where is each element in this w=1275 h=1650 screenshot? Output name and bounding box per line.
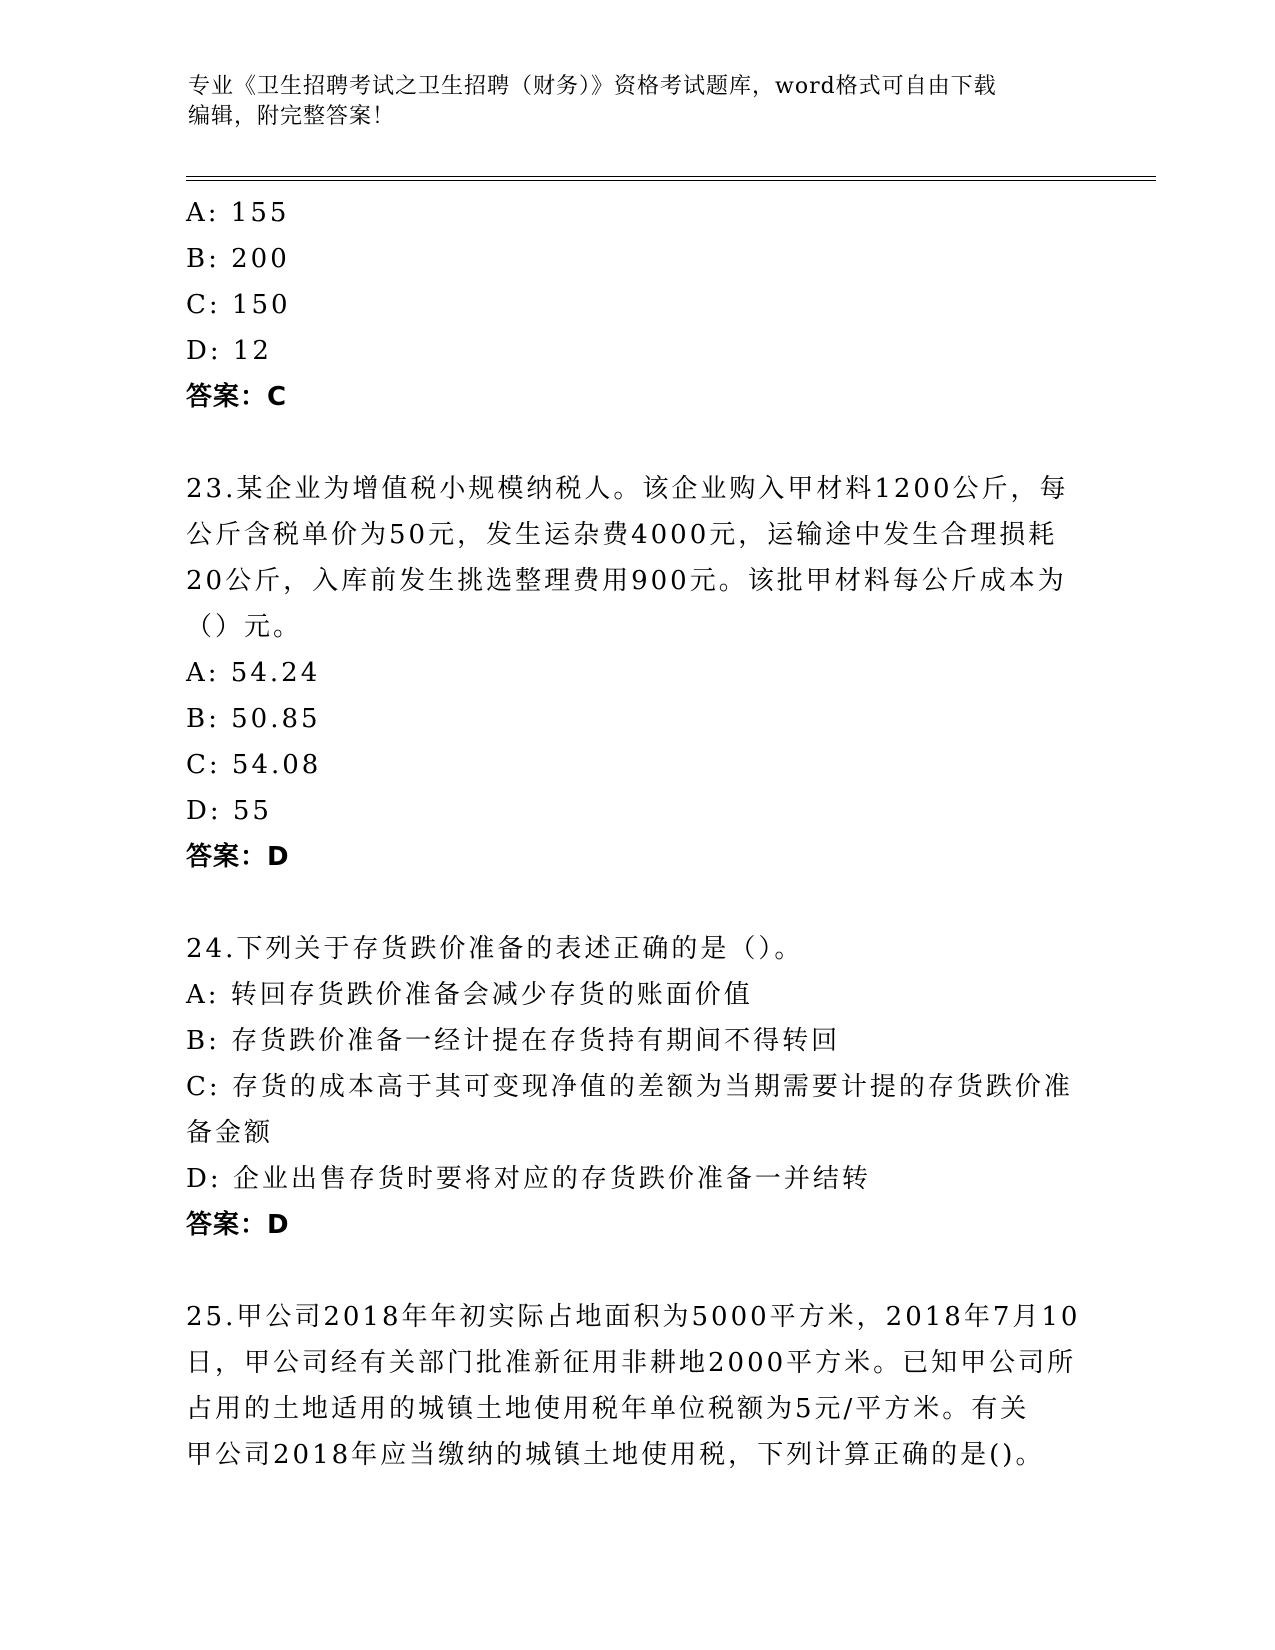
question-stem-line: 23.某企业为增值税小规模纳税人。该企业购入甲材料1200公斤，每 <box>186 474 1069 504</box>
question-25 <box>186 1294 1086 1478</box>
question-stem-line: 日，甲公司经有关部门批准新征用非耕地2000平方米。已知甲公司所 <box>186 1348 1077 1378</box>
question-content <box>186 190 1086 1478</box>
answer-line: 答案：D <box>186 842 290 872</box>
spacer <box>186 420 1086 466</box>
option-b: B: 200 <box>186 244 290 274</box>
header-divider <box>186 176 1156 181</box>
question-stem-line: 20公斤，入库前发生挑选整理费用900元。该批甲材料每公斤成本为 <box>186 566 1067 596</box>
option-d: D: 55 <box>186 796 272 826</box>
option-c: C: 存货的成本高于其可变现净值的差额为当期需要计提的存货跌价准 <box>186 1072 1073 1102</box>
answer-line: 答案：C <box>186 382 288 412</box>
question-stem-line: 24.下列关于存货跌价准备的表述正确的是（）。 <box>186 934 804 964</box>
option-d: D: 12 <box>186 336 272 366</box>
spacer <box>186 880 1086 926</box>
question-stem-line: 甲公司2018年应当缴纳的城镇土地使用税，下列计算正确的是()。 <box>186 1440 1045 1470</box>
option-d: D: 企业出售存货时要将对应的存货跌价准备一并结转 <box>186 1164 871 1194</box>
answer-line: 答案：D <box>186 1210 290 1240</box>
option-a: A: 54.24 <box>186 658 321 688</box>
option-a: A: 155 <box>186 198 290 228</box>
option-c: C: 150 <box>186 290 291 320</box>
option-c-continued: 备金额 <box>186 1118 274 1148</box>
header-line-1: 专业《卫生招聘考试之卫生招聘（财务）》资格考试题库，word格式可自由下载 <box>188 74 997 99</box>
option-b: B: 50.85 <box>186 704 321 734</box>
question-stem-line: （）元。 <box>186 612 303 642</box>
question-stem-line: 25.甲公司2018年年初实际占地面积为5000平方米，2018年7月10 <box>186 1302 1081 1332</box>
question-23 <box>186 466 1086 880</box>
header-line-2: 编辑，附完整答案！ <box>188 104 396 129</box>
document-header <box>188 72 1088 132</box>
option-b: B: 存货跌价准备一经计提在存货持有期间不得转回 <box>186 1026 841 1056</box>
question-stem-line: 公斤含税单价为50元，发生运杂费4000元，运输途中发生合理损耗 <box>186 520 1058 550</box>
option-c: C: 54.08 <box>186 750 322 780</box>
spacer <box>186 1248 1086 1294</box>
question-24 <box>186 926 1086 1248</box>
question-22 <box>186 190 1086 420</box>
option-a: A: 转回存货跌价准备会减少存货的账面价值 <box>186 980 753 1010</box>
question-stem-line: 占用的土地适用的城镇土地使用税年单位税额为5元/平方米。有关 <box>186 1394 1030 1424</box>
